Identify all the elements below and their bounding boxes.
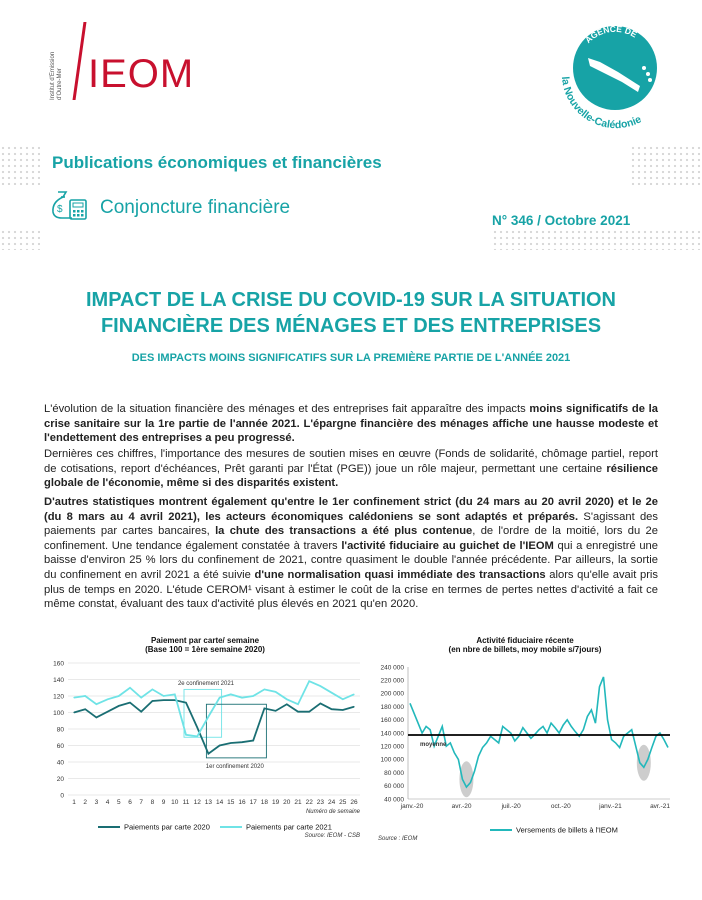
data-point [197, 736, 198, 737]
x-tick-label: 26 [350, 799, 358, 806]
y-tick-label: 120 000 [380, 743, 404, 751]
data-point [241, 697, 242, 698]
x-tick-label: 24 [327, 799, 336, 806]
x-tick-label: 21 [294, 799, 302, 806]
y-tick-label: 120 [53, 693, 64, 701]
data-point [118, 705, 119, 706]
chart2-source: Source : IEOM [378, 836, 418, 842]
y-tick-label: 100 000 [380, 756, 404, 764]
data-point [253, 740, 254, 741]
legend-label-versements: Versements de billets à l'IEOM [516, 825, 618, 835]
data-point [85, 709, 86, 710]
y-tick-label: 0 [60, 792, 64, 800]
data-point [286, 699, 287, 700]
confinement-2021-highlight [637, 745, 651, 781]
article-title-line2: FINANCIÈRE DES MÉNAGES ET DES ENTREPRISES [100, 315, 602, 337]
x-tick-label: janv.-20 [400, 803, 424, 810]
data-point [129, 687, 130, 688]
chart2-plot [372, 657, 678, 845]
svg-text:$: $ [57, 204, 63, 215]
data-point [174, 700, 175, 701]
data-point [141, 711, 142, 712]
text-run: moins significatifs de la crise sanitaire sur la 1re partie de l'année 2021. L'épargne financière des ménages affiche une hausse modeste et l'endettement des entreprises a peu progressé. [44, 403, 658, 445]
x-tick-label: 23 [316, 799, 325, 806]
x-tick-label: 10 [171, 799, 179, 806]
legend-label-2020: Paiements par carte 2020 [124, 822, 210, 832]
text-run: résilience globale de l'économie, même si des disparités existent. [44, 462, 658, 490]
x-tick-label: 18 [260, 799, 269, 806]
data-point [107, 699, 108, 700]
logo-text: IEOM [88, 52, 195, 96]
chart1-title: Paiement par carte/ semaine [150, 636, 260, 645]
logo-side-text: Institut d'Émission d'Outre-Mer [50, 51, 63, 100]
data-point [264, 689, 265, 690]
y-tick-label: 140 [53, 676, 64, 684]
x-tick-label: 12 [193, 799, 201, 806]
data-point [96, 704, 97, 705]
chart2-subtitle: (en nbre de billets, moy mobile s/7jours) [448, 645, 602, 654]
x-tick-label: 16 [238, 799, 246, 806]
y-tick-label: 160 000 [380, 717, 404, 725]
x-axis-label: Numéro de semaine [305, 809, 360, 815]
text-run: Dernières ces chiffres, l'importance des mesures de soutien mises en œuvre (Fonds de solidarité, chômage partiel, report de cotisations, report d'échéances, Prêt garanti par l'État (PGE)) joue un rôle majeur, permettant une certaine [44, 448, 658, 475]
y-tick-label: 60 000 [384, 783, 404, 791]
data-point [342, 709, 343, 710]
article-title-line1: IMPACT DE LA CRISE DU COVID-19 SUR LA SITUATION [85, 289, 617, 311]
data-point [309, 711, 310, 712]
agency-badge [540, 10, 690, 160]
x-tick-label: 4 [105, 799, 110, 806]
agency-bottom-text: la Nouvelle-Calédonie [558, 76, 644, 132]
x-tick-label: 11 [182, 799, 190, 806]
publication-title: Publications économiques et financières [52, 153, 382, 172]
x-tick-label: avr.-20 [451, 803, 472, 810]
x-tick-label: 1 [72, 799, 76, 806]
data-point [353, 706, 354, 707]
x-tick-label: 14 [215, 799, 224, 806]
y-tick-label: 20 [56, 775, 64, 783]
y-tick-label: 240 000 [380, 664, 404, 672]
logo-bar [73, 22, 87, 100]
x-tick-label: 8 [150, 799, 155, 806]
data-point [320, 703, 321, 704]
x-tick-label: 13 [204, 799, 213, 806]
x-tick-label: janv.-21 [599, 803, 622, 810]
data-point [253, 695, 254, 696]
x-tick-label: 17 [249, 799, 257, 806]
text-run: S'agissant des paiements par cartes bancaires, [44, 510, 658, 538]
article-title [30, 287, 672, 339]
x-tick-label: oct.-20 [550, 803, 571, 810]
data-point [152, 689, 153, 690]
data-point [96, 717, 97, 718]
issue-number: N° 346 / Octobre 2021 [492, 213, 631, 228]
data-point [241, 742, 242, 743]
text-run: la chute des transactions a été plus contenue [215, 525, 473, 538]
series-line-versements [410, 677, 668, 787]
article-subtitle: DES IMPACTS MOINS SIGNIFICATIFS SUR LA PREMIÈRE PARTIE DE L'ANNÉE 2021 [131, 352, 571, 364]
text-run: l'activité fiduciaire au guichet de l'IEOM [341, 539, 554, 552]
data-point [208, 753, 209, 754]
chart1-plot [40, 657, 370, 845]
data-point [129, 702, 130, 703]
chart2-title: Activité fiduciaire récente [476, 636, 574, 645]
x-tick-label: 3 [94, 799, 99, 806]
x-tick-label: 6 [128, 799, 132, 806]
y-tick-label: 40 [56, 759, 64, 767]
paragraph-1 [44, 402, 658, 446]
ieom-logo [40, 18, 195, 100]
card-payment-chart [40, 630, 370, 845]
y-tick-label: 200 000 [380, 690, 404, 698]
data-point [286, 704, 287, 705]
chart1-source: Source: IEOM - CSB [304, 833, 360, 839]
x-tick-label: 22 [305, 799, 313, 806]
mean-label: moyenne [420, 741, 447, 748]
data-point [309, 681, 310, 682]
text-run: D'autres statistiques montrent également qu'entre le 1er confinement strict (du 24 mars au 20 avril 2020) et le 2e (du 8 mars au 4 avril 2021), les acteurs économiques calédoniens se sont adaptés et préparés. [44, 496, 658, 523]
y-tick-label: 220 000 [380, 677, 404, 685]
y-tick-label: 60 [56, 742, 64, 750]
data-point [197, 727, 198, 728]
data-point [73, 712, 74, 713]
paragraph-2 [44, 447, 658, 491]
data-point [73, 697, 74, 698]
data-point [219, 697, 220, 698]
data-point [208, 716, 209, 717]
x-tick-label: 5 [116, 799, 121, 806]
data-point [118, 695, 119, 696]
text-run: qui a enregistré une baisse d'environ 25 % lors du confinement de 2021, contre quasiment le double l'année précédente. Par ailleurs, la sortie du confinement en avril 2021 a été suivie [44, 539, 659, 581]
money-bag-calculator-icon [48, 186, 90, 222]
paragraph-3 [44, 495, 658, 612]
data-point [107, 711, 108, 712]
data-point [185, 734, 186, 735]
publication-series: Conjoncture financière [100, 197, 291, 218]
data-point [331, 692, 332, 693]
y-tick-label: 140 000 [380, 730, 404, 738]
legend-label-2021: Paiements par carte 2021 [246, 822, 332, 832]
data-point [264, 708, 265, 709]
x-tick-label: 15 [227, 799, 235, 806]
text-run: , de l'ordre de la moitié, lors du 2e confinement. Une tendance également constatée à travers [44, 525, 658, 552]
data-point [174, 694, 175, 695]
y-tick-label: 80 [56, 726, 64, 734]
confinement-2021-box [184, 689, 222, 737]
x-tick-label: juil.-20 [501, 803, 521, 810]
x-tick-label: 20 [283, 799, 291, 806]
agency-top-text: AGENCE DE [582, 23, 639, 45]
text-run: L'évolution de la situation financière des ménages et des entreprises fait apparaître des impacts [44, 403, 530, 415]
x-tick-label: avr.-21 [650, 803, 670, 810]
data-point [331, 709, 332, 710]
y-tick-label: 40 000 [384, 796, 404, 804]
data-point [152, 700, 153, 701]
y-tick-label: 80 000 [384, 769, 404, 777]
data-point [320, 686, 321, 687]
x-tick-label: 25 [339, 799, 347, 806]
data-point [342, 699, 343, 700]
data-point [230, 694, 231, 695]
data-point [185, 702, 186, 703]
data-point [275, 691, 276, 692]
data-point [230, 742, 231, 743]
y-tick-label: 160 [53, 660, 64, 668]
data-point [219, 745, 220, 746]
fiduciary-activity-chart [372, 630, 678, 845]
data-point [297, 704, 298, 705]
data-point [163, 700, 164, 701]
chart1-subtitle: (Base 100 = 1ère semaine 2020) [145, 645, 265, 654]
data-point [297, 711, 298, 712]
text-run: d'une normalisation quasi immédiate des transactions [254, 568, 546, 581]
x-tick-label: 19 [271, 799, 280, 806]
data-point [163, 695, 164, 696]
x-tick-label: 9 [161, 799, 166, 806]
data-point [85, 695, 86, 696]
x-tick-label: 2 [83, 799, 88, 806]
annotation-2020: 1er confinement 2020 [205, 763, 264, 770]
y-tick-label: 100 [53, 709, 64, 717]
data-point [275, 710, 276, 711]
data-point [353, 694, 354, 695]
text-run: alors qu'elle avait pris plus de temps en 2020. L'étude CEROM¹ visant à estimer le coût de la crise en termes de pertes nettes d'activité a fait ce même constat, évaluant des taux d'activité plus élevés en 2021 qu'en 2020. [44, 568, 658, 611]
x-tick-label: 7 [139, 799, 144, 806]
y-tick-label: 180 000 [380, 703, 404, 711]
annotation-2021: 2e confinement 2021 [177, 680, 235, 687]
data-point [141, 697, 142, 698]
